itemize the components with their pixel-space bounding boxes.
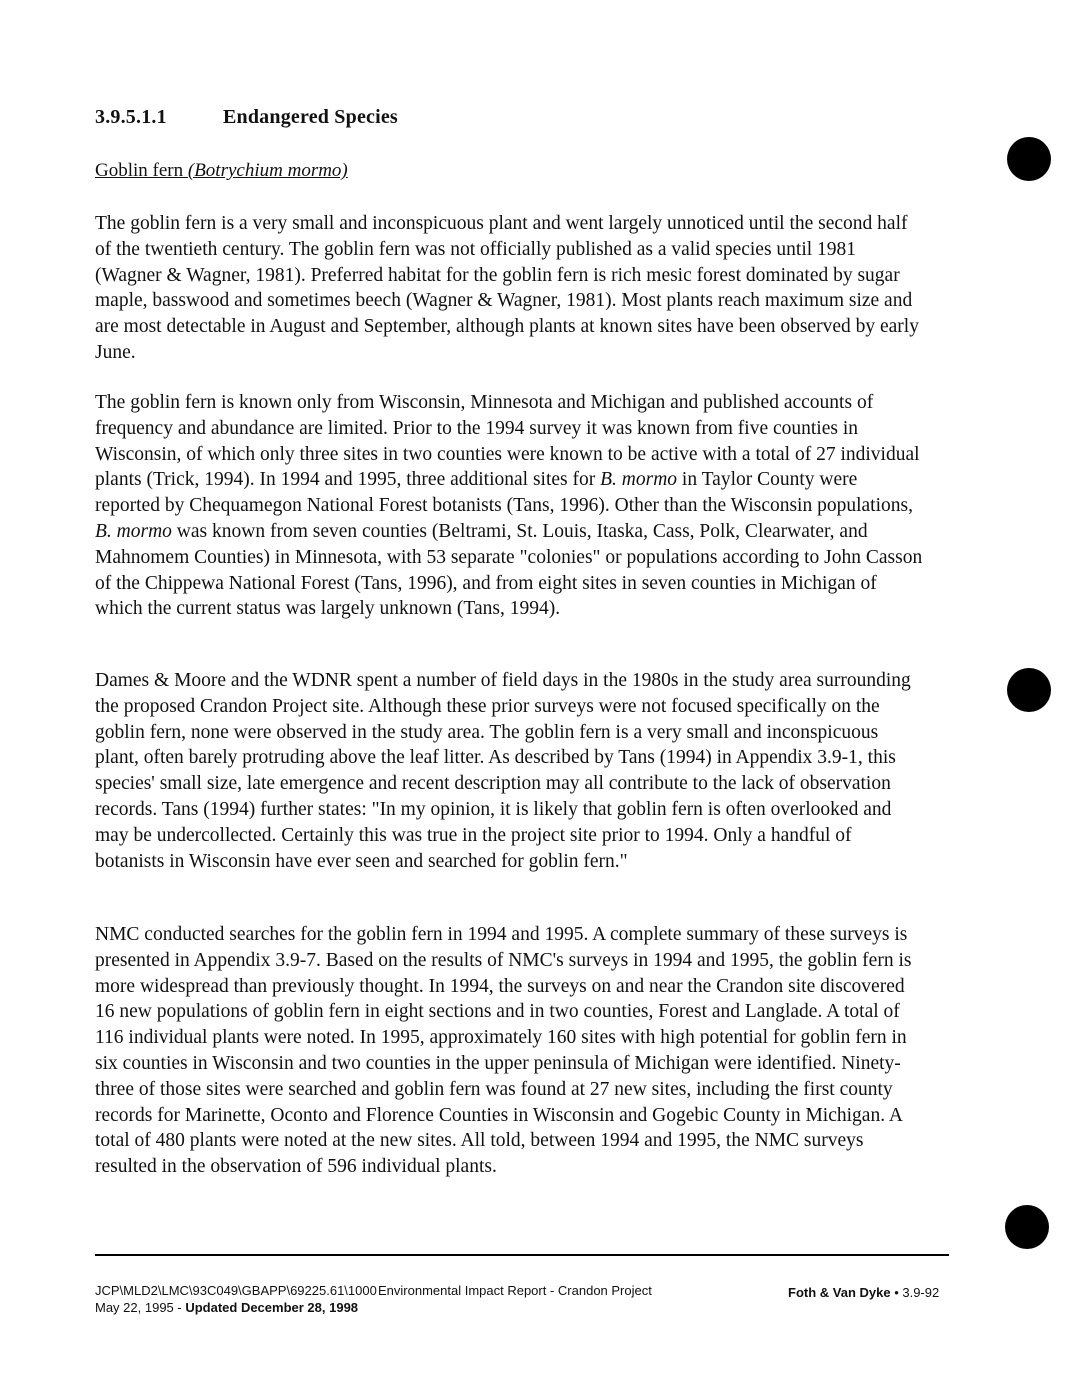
footer-company: Foth & Van Dyke [788, 1285, 891, 1300]
section-heading [95, 106, 398, 129]
paragraph-distribution-part-b: in Taylor County were reported by Chequamegon National Forest botanists (Tans, 1996). Other than the Wisconsin populations, [95, 469, 913, 517]
paragraph-distribution-part-a: The goblin fern is known only from Wisconsin, Minnesota and Michigan and published accounts of frequency and abundance are limited. Prior to the 1994 survey it was known from five counties in Wisconsin, of which only three sites in two counties were known to be active with a total of 27 individual plants (Trick, 1994). In 1994 and 1995, three additional sites for [95, 392, 920, 491]
paragraph-prior-surveys: Dames & Moore and the WDNR spent a number of field days in the 1980s in the study area surrounding the proposed Crandon Project site. Although these prior surveys were not focused specifically on the goblin fern, none were observed in the study area. The goblin fern is a very small and inconspicuous plant, often barely protruding above the leaf litter. As described by Tans (1994) in Appendix 3.9-1, this species' small size, late emergence and recent description may all contribute to the lack of observation records. Tans (1994) further states: "In my opinion, it is likely that goblin fern is often overlooked and may be undercollected. Certainly this was true in the project site prior to 1994. Only a handful of botanists in Wisconsin have ever seen and searched for goblin fern." [95, 670, 911, 872]
species-common-name: Goblin fern [95, 160, 188, 181]
paragraph-distribution-part-c: was known from seven counties (Beltrami, St. Louis, Itaska, Cass, Polk, Clearwater, and Mahnomem Counties) in Minnesota, with 53 separate "colonies" or populations according to John Casson of the Chippewa National Forest (Tans, 1996), and from eight sites in seven counties in Michigan of which the current status was largely unknown (Tans, 1994). [95, 520, 923, 620]
species-subheading [95, 160, 348, 182]
footer-file-path: JCP\MLD2\LMC\93C049\GBAPP\69225.61\1000 [95, 1283, 377, 1298]
footer-date-original: May 22, 1995 - [95, 1300, 186, 1315]
species-abbrev: B. mormo [95, 520, 172, 542]
footer-separator: • [890, 1285, 903, 1300]
footer-date [95, 1300, 358, 1315]
footer-page-number: 3.9-92 [902, 1285, 940, 1300]
paragraph-nmc-searches: NMC conducted searches for the goblin fern in 1994 and 1995. A complete summary of these surveys is presented in Appendix 3.9-7. Based on the results of NMC's surveys in 1994 and 1995, the goblin fern is more widespread than previously thought. In 1994, the surveys on and near the Crandon site discovered 16 new populations of goblin fern in eight sections and in two counties, Forest and Langlade. A total of 116 individual plants were noted. In 1995, approximately 160 sites with high potential for goblin fern in six counties in Wisconsin and two counties in the upper peninsula of Michigan were identified. Ninety-three of those sites were searched and goblin fern was found at 27 new sites, including the first county records for Marinette, Oconto and Florence Counties in Wisconsin and Gogebic County in Michigan. A total of 480 plants were noted at the new sites. All told, between 1994 and 1995, the NMC surveys resulted in the observation of 596 individual plants. [95, 924, 912, 1178]
section-title: Endangered Species [223, 106, 398, 128]
footer-date-updated: Updated December 28, 1998 [185, 1300, 359, 1315]
section-number: 3.9.5.1.1 [95, 106, 167, 128]
paragraph-habitat: The goblin fern is a very small and inconspicuous plant and went largely unnoticed until the second half of the twentieth century. The goblin fern was not officially published as a valid species until 1981 (Wagner & Wagner, 1981). Preferred habitat for the goblin fern is rich mesic forest dominated by sugar maple, basswood and sometimes beech (Wagner & Wagner, 1981). Most plants reach maximum size and are most detectable in August and September, although plants at known sites have been observed by early June. [95, 213, 919, 363]
revision-marker-dot [1007, 668, 1051, 712]
footer-report-title: Environmental Impact Report - Crandon Project [378, 1283, 652, 1298]
footer-rule [95, 1254, 949, 1256]
revision-marker-dot [1005, 1205, 1049, 1249]
footer-page-info [788, 1285, 939, 1300]
paragraph-distribution [95, 390, 925, 622]
revision-marker-dot [1007, 137, 1051, 181]
species-scientific-name: (Botrychium mormo) [187, 160, 348, 181]
species-abbrev: B. mormo [600, 469, 678, 491]
